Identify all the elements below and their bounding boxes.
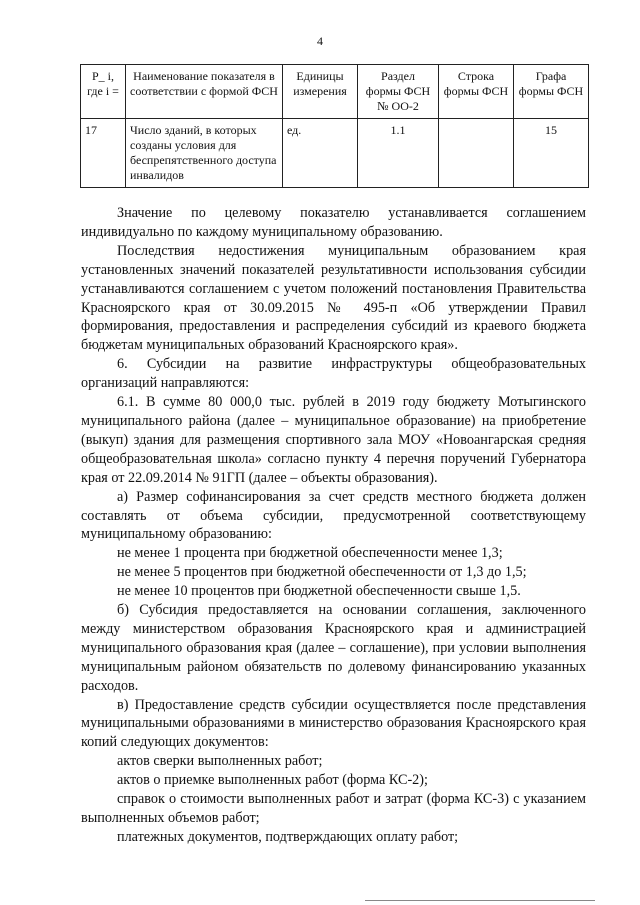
header-line: Строка формы ФСН <box>439 65 514 119</box>
paragraph: 6. Субсидии на развитие инфраструктуры общеобразовательных организаций направляются: <box>81 356 586 392</box>
footer-rule <box>365 900 595 901</box>
cell-indicator-name: Число зданий, в которых созданы условия для беспрепятственного доступа инвалидов <box>126 119 283 188</box>
header-index: P_ i, где i = <box>81 65 126 119</box>
document-body <box>81 204 586 847</box>
header-indicator-name: Наименование показателя в соответствии с формой ФСН <box>126 65 283 119</box>
list-item: не менее 1 процента при бюджетной обеспеченности менее 1,3; <box>117 545 503 562</box>
paragraph: а) Размер софинансирования за счет средств местного бюджета должен составлять от объема субсидии, предусмотренной соответствующему муниципальному образованию: <box>81 488 586 543</box>
paragraph: 6.1. В сумме 80 000,0 тыс. рублей в 2019 году бюджету Мотыгинского муниципального района (далее – муниципальное образование) на приобретение (выкуп) здания для размещения спортивного зала МОУ «Новоангарская средняя общеобразовательная школа» согласно пункту 4 перечня поручений Губернатора края от 22.09.2014 № 91ГП (далее – объекты образования). <box>81 394 586 486</box>
list-item: платежных документов, подтверждающих оплату работ; <box>117 828 459 845</box>
paragraph: Значение по целевому показателю устанавливается соглашением индивидуально по каждому муниципальному образованию. <box>81 205 586 240</box>
paragraph: справок о стоимости выполненных работ и затрат (форма КС-3) с указанием выполненных объемов работ; <box>81 791 586 826</box>
list-item: актов о приемке выполненных работ (форма КС-2); <box>117 772 428 789</box>
table-header-row <box>81 65 589 119</box>
header-units: Единицы измерения <box>283 65 358 119</box>
cell-column: 15 <box>514 119 589 188</box>
cell-index: 17 <box>81 119 126 188</box>
fsn-indicator-table <box>80 64 589 188</box>
cell-section: 1.1 <box>358 119 439 188</box>
table-row <box>81 119 589 188</box>
cell-line <box>439 119 514 188</box>
header-column: Графа формы ФСН <box>514 65 589 119</box>
page-number: 4 <box>317 34 323 48</box>
paragraph: б) Субсидия предоставляется на основании соглашения, заключенного между министерством образования Красноярского края и администрацией муниципального образования края (далее – соглашение), при условии выполнения муниципальным районом обязательств по долевому финансированию указанных расходов. <box>81 602 586 694</box>
list-item: не менее 10 процентов при бюджетной обеспеченности свыше 1,5. <box>117 583 521 600</box>
header-section: Раздел формы ФСН № ОО-2 <box>358 65 439 119</box>
list-item: актов сверки выполненных работ; <box>117 753 323 770</box>
list-item: не менее 5 процентов при бюджетной обеспеченности от 1,3 до 1,5; <box>117 564 527 581</box>
paragraph: в) Предоставление средств субсидии осуществляется после представления муниципальными образованиями в министерство образования Красноярского края копий следующих документов: <box>81 696 586 751</box>
cell-units: ед. <box>283 119 358 188</box>
paragraph: Последствия недостижения муниципальным образованием края установленных значений показателей результативности использования субсидии устанавливаются соглашением с учетом положений постановления Правительства Красноярского края от 30.09.2015 № 495-п «Об утверждении Правил формирования, предоставления и распределения субсидий из краевого бюджета бюджетам муниципальных образований Красноярского края». <box>81 242 586 354</box>
